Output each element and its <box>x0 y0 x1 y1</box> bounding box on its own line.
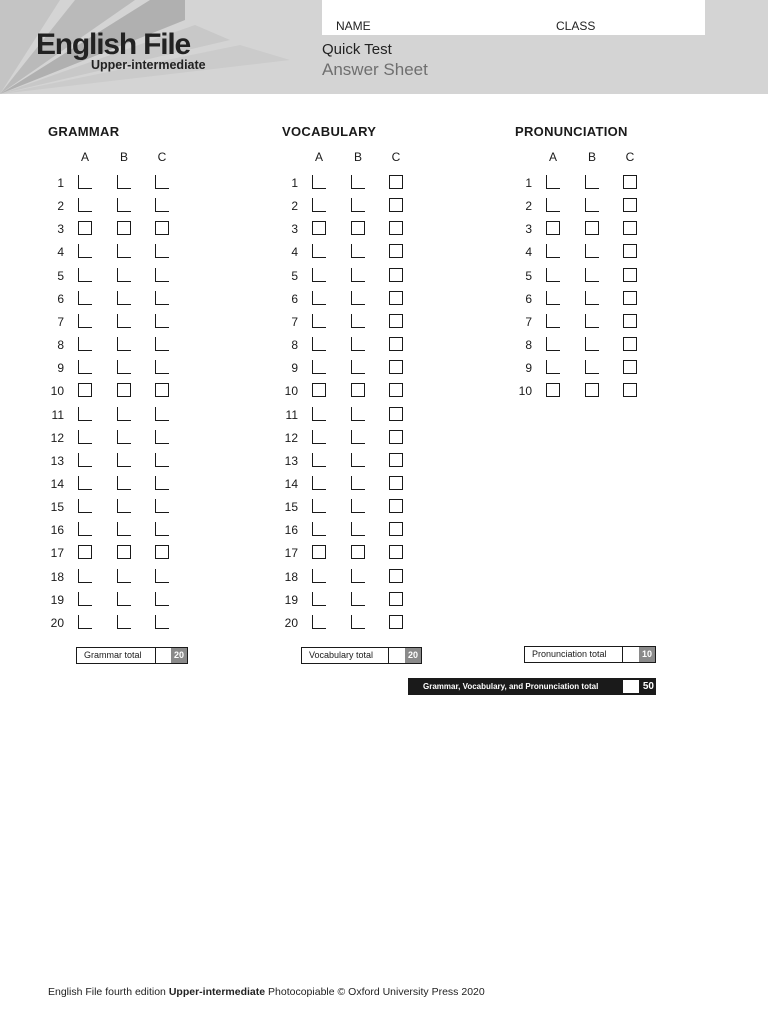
answer-checkbox-c[interactable] <box>623 383 637 397</box>
answer-checkbox-a[interactable] <box>78 268 92 282</box>
total-max: 20 <box>405 648 421 663</box>
question-row <box>508 267 648 287</box>
column-header-b: B <box>587 150 596 164</box>
question-number: 9 <box>291 361 298 376</box>
question-row <box>40 498 180 518</box>
answer-checkbox-c[interactable] <box>389 221 403 235</box>
question-row <box>40 267 180 287</box>
grand-total-max: 50 <box>642 681 654 692</box>
answer-checkbox-b[interactable] <box>585 337 599 351</box>
footer-prefix: English File fourth edition <box>48 986 166 998</box>
answer-checkbox-c[interactable] <box>623 291 637 305</box>
brand-subtitle: Upper-intermediate <box>91 58 206 72</box>
answer-checkbox-b[interactable] <box>117 314 131 328</box>
question-row <box>40 429 180 449</box>
answer-checkbox-a[interactable] <box>546 244 560 258</box>
answer-checkbox-c[interactable] <box>155 198 169 212</box>
question-row <box>508 382 648 402</box>
answer-checkbox-b[interactable] <box>351 476 365 490</box>
answer-checkbox-a[interactable] <box>78 615 92 629</box>
question-number: 19 <box>284 592 298 607</box>
answer-checkbox-b[interactable] <box>351 545 365 559</box>
question-number: 7 <box>291 314 298 329</box>
question-number: 19 <box>50 592 64 607</box>
question-number: 6 <box>57 291 64 306</box>
answer-checkbox-a[interactable] <box>312 615 326 629</box>
answer-checkbox-c[interactable] <box>389 615 403 629</box>
brand-title: English File <box>36 28 190 61</box>
question-row <box>40 614 180 634</box>
answer-checkbox-a[interactable] <box>546 221 560 235</box>
answer-checkbox-a[interactable] <box>312 383 326 397</box>
question-row <box>508 336 648 356</box>
answer-checkbox-b[interactable] <box>585 291 599 305</box>
answer-checkbox-a[interactable] <box>78 407 92 421</box>
question-number: 10 <box>284 384 298 399</box>
answer-checkbox-a[interactable] <box>78 244 92 258</box>
question-row <box>508 359 648 379</box>
answer-checkbox-c[interactable] <box>389 244 403 258</box>
total-score-field[interactable] <box>622 647 640 662</box>
question-row <box>508 290 648 310</box>
test-title: Quick Test <box>322 41 392 58</box>
answer-checkbox-b[interactable] <box>585 383 599 397</box>
answer-checkbox-c[interactable] <box>155 383 169 397</box>
answer-checkbox-c[interactable] <box>155 476 169 490</box>
answer-checkbox-a[interactable] <box>312 499 326 513</box>
question-number: 4 <box>525 245 532 260</box>
question-row <box>274 174 414 194</box>
answer-checkbox-b[interactable] <box>117 244 131 258</box>
answer-checkbox-a[interactable] <box>312 221 326 235</box>
answer-checkbox-a[interactable] <box>78 569 92 583</box>
question-number: 17 <box>50 546 64 561</box>
answer-checkbox-c[interactable] <box>389 569 403 583</box>
question-row <box>274 452 414 472</box>
answer-checkbox-b[interactable] <box>117 337 131 351</box>
answer-checkbox-a[interactable] <box>546 175 560 189</box>
name-class-box[interactable] <box>322 0 705 35</box>
footer-suffix: Photocopiable © Oxford University Press 2020 <box>268 986 485 998</box>
answer-checkbox-b[interactable] <box>585 198 599 212</box>
answer-checkbox-b[interactable] <box>351 268 365 282</box>
answer-checkbox-b[interactable] <box>351 337 365 351</box>
question-number: 15 <box>50 500 64 515</box>
answer-checkbox-b[interactable] <box>585 314 599 328</box>
question-row <box>274 336 414 356</box>
column-header-b: B <box>119 150 128 164</box>
section-title: GRAMMAR <box>48 124 120 139</box>
answer-checkbox-c[interactable] <box>155 314 169 328</box>
answer-checkbox-b[interactable] <box>117 499 131 513</box>
question-row <box>274 220 414 240</box>
answer-checkbox-a[interactable] <box>78 522 92 536</box>
question-number: 8 <box>525 338 532 353</box>
question-number: 7 <box>525 314 532 329</box>
answer-checkbox-a[interactable] <box>312 198 326 212</box>
question-number: 10 <box>50 384 64 399</box>
answer-checkbox-b[interactable] <box>117 545 131 559</box>
answer-checkbox-c[interactable] <box>155 175 169 189</box>
answer-checkbox-b[interactable] <box>117 615 131 629</box>
question-row <box>40 568 180 588</box>
question-number: 7 <box>57 314 64 329</box>
question-number: 2 <box>57 199 64 214</box>
answer-checkbox-a[interactable] <box>312 337 326 351</box>
question-number: 5 <box>291 268 298 283</box>
question-number: 6 <box>525 291 532 306</box>
answer-checkbox-b[interactable] <box>351 244 365 258</box>
answer-checkbox-a[interactable] <box>546 198 560 212</box>
answer-checkbox-b[interactable] <box>585 175 599 189</box>
answer-checkbox-a[interactable] <box>78 291 92 305</box>
total-score-field[interactable] <box>155 648 171 663</box>
question-number: 20 <box>284 615 298 630</box>
answer-checkbox-c[interactable] <box>623 175 637 189</box>
answer-checkbox-c[interactable] <box>155 453 169 467</box>
answer-checkbox-a[interactable] <box>78 221 92 235</box>
answer-checkbox-c[interactable] <box>389 522 403 536</box>
answer-checkbox-c[interactable] <box>389 198 403 212</box>
answer-checkbox-c[interactable] <box>389 383 403 397</box>
question-number: 8 <box>291 338 298 353</box>
answer-checkbox-c[interactable] <box>155 268 169 282</box>
answer-checkbox-b[interactable] <box>117 592 131 606</box>
answer-checkbox-b[interactable] <box>351 453 365 467</box>
question-row <box>40 544 180 564</box>
question-number: 4 <box>57 245 64 260</box>
question-number: 12 <box>284 430 298 445</box>
question-row <box>274 197 414 217</box>
answer-checkbox-b[interactable] <box>117 476 131 490</box>
question-number: 14 <box>284 476 298 491</box>
question-number: 5 <box>57 268 64 283</box>
answer-checkbox-a[interactable] <box>546 291 560 305</box>
total-label: Grammar total <box>84 650 142 660</box>
section-title: VOCABULARY <box>282 124 377 139</box>
answer-checkbox-c[interactable] <box>155 244 169 258</box>
question-number: 5 <box>525 268 532 283</box>
answer-checkbox-a[interactable] <box>78 476 92 490</box>
question-number: 3 <box>291 222 298 237</box>
answer-checkbox-c[interactable] <box>389 453 403 467</box>
question-number: 14 <box>50 476 64 491</box>
answer-checkbox-b[interactable] <box>351 221 365 235</box>
answer-checkbox-a[interactable] <box>78 383 92 397</box>
answer-checkbox-a[interactable] <box>78 453 92 467</box>
question-row <box>274 313 414 333</box>
answer-checkbox-a[interactable] <box>78 198 92 212</box>
column-header-a: A <box>314 150 323 164</box>
answer-checkbox-a[interactable] <box>312 268 326 282</box>
answer-checkbox-c[interactable] <box>389 314 403 328</box>
question-row <box>40 290 180 310</box>
question-row <box>508 243 648 263</box>
answer-checkbox-a[interactable] <box>546 337 560 351</box>
question-number: 11 <box>285 407 298 422</box>
question-number: 20 <box>50 615 64 630</box>
answer-checkbox-a[interactable] <box>312 430 326 444</box>
grand-total-box <box>408 678 656 695</box>
column-header-a: A <box>80 150 89 164</box>
question-row <box>274 406 414 426</box>
question-row <box>40 243 180 263</box>
question-row <box>508 174 648 194</box>
answer-checkbox-c[interactable] <box>389 175 403 189</box>
answer-checkbox-b[interactable] <box>351 314 365 328</box>
answer-checkbox-c[interactable] <box>155 569 169 583</box>
answer-checkbox-c[interactable] <box>389 499 403 513</box>
answer-checkbox-c[interactable] <box>389 476 403 490</box>
answer-checkbox-c[interactable] <box>389 545 403 559</box>
answer-checkbox-a[interactable] <box>312 291 326 305</box>
answer-checkbox-a[interactable] <box>78 545 92 559</box>
answer-checkbox-a[interactable] <box>78 499 92 513</box>
answer-checkbox-a[interactable] <box>78 337 92 351</box>
answer-checkbox-c[interactable] <box>389 337 403 351</box>
answer-checkbox-b[interactable] <box>351 499 365 513</box>
name-label: NAME <box>336 19 371 33</box>
answer-checkbox-c[interactable] <box>155 499 169 513</box>
grammar-total-box <box>76 647 188 664</box>
question-number: 11 <box>51 407 64 422</box>
answer-checkbox-b[interactable] <box>351 407 365 421</box>
answer-checkbox-b[interactable] <box>351 198 365 212</box>
answer-checkbox-b[interactable] <box>117 407 131 421</box>
answer-checkbox-a[interactable] <box>312 244 326 258</box>
question-row <box>40 406 180 426</box>
answer-checkbox-b[interactable] <box>117 175 131 189</box>
question-number: 1 <box>57 176 64 190</box>
question-row <box>274 521 414 541</box>
answer-checkbox-b[interactable] <box>585 360 599 374</box>
footer-level: Upper-intermediate <box>168 986 266 998</box>
grand-total-score-field[interactable] <box>623 680 639 693</box>
question-number: 10 <box>518 384 532 399</box>
section-title: PRONUNCIATION <box>515 124 628 139</box>
answer-checkbox-b[interactable] <box>351 615 365 629</box>
answer-checkbox-a[interactable] <box>312 453 326 467</box>
answer-checkbox-a[interactable] <box>312 360 326 374</box>
total-max: 20 <box>171 648 187 663</box>
answer-checkbox-a[interactable] <box>78 430 92 444</box>
answer-checkbox-b[interactable] <box>351 430 365 444</box>
answer-checkbox-c[interactable] <box>389 430 403 444</box>
answer-checkbox-c[interactable] <box>155 430 169 444</box>
question-row <box>508 313 648 333</box>
answer-checkbox-c[interactable] <box>155 545 169 559</box>
question-row <box>508 220 648 240</box>
column-header-a: A <box>548 150 557 164</box>
answer-checkbox-b[interactable] <box>117 198 131 212</box>
question-number: 4 <box>291 245 298 260</box>
question-number: 9 <box>57 361 64 376</box>
answer-checkbox-b[interactable] <box>117 569 131 583</box>
answer-checkbox-c[interactable] <box>623 244 637 258</box>
answer-checkbox-a[interactable] <box>78 360 92 374</box>
total-score-field[interactable] <box>388 648 406 663</box>
answer-checkbox-c[interactable] <box>389 291 403 305</box>
question-row <box>40 452 180 472</box>
answer-checkbox-a[interactable] <box>78 314 92 328</box>
answer-checkbox-b[interactable] <box>117 221 131 235</box>
question-number: 17 <box>284 546 298 561</box>
question-number: 1 <box>291 176 298 190</box>
answer-checkbox-c[interactable] <box>155 360 169 374</box>
question-row <box>40 174 180 194</box>
question-number: 18 <box>284 569 298 584</box>
question-number: 18 <box>50 569 64 584</box>
answer-checkbox-a[interactable] <box>312 592 326 606</box>
answer-checkbox-b[interactable] <box>117 291 131 305</box>
question-row <box>274 614 414 634</box>
answer-checkbox-a[interactable] <box>78 592 92 606</box>
question-row <box>274 429 414 449</box>
answer-checkbox-a[interactable] <box>312 175 326 189</box>
answer-checkbox-b[interactable] <box>351 383 365 397</box>
question-number: 2 <box>525 199 532 214</box>
question-row <box>508 197 648 217</box>
answer-checkbox-c[interactable] <box>389 268 403 282</box>
question-row <box>274 267 414 287</box>
pronunciation-total-box <box>524 646 656 663</box>
answer-checkbox-a[interactable] <box>312 407 326 421</box>
answer-checkbox-c[interactable] <box>155 407 169 421</box>
answer-checkbox-b[interactable] <box>117 383 131 397</box>
answer-checkbox-c[interactable] <box>623 337 637 351</box>
answer-checkbox-c[interactable] <box>389 407 403 421</box>
answer-checkbox-a[interactable] <box>78 175 92 189</box>
total-label: Vocabulary total <box>309 650 374 660</box>
answer-checkbox-c[interactable] <box>155 615 169 629</box>
answer-checkbox-a[interactable] <box>546 314 560 328</box>
question-row <box>40 382 180 402</box>
question-number: 3 <box>525 222 532 237</box>
question-number: 8 <box>57 338 64 353</box>
question-row <box>40 336 180 356</box>
answer-checkbox-a[interactable] <box>546 268 560 282</box>
question-row <box>274 475 414 495</box>
question-row <box>40 220 180 240</box>
sheet-title: Answer Sheet <box>322 60 428 79</box>
column-header-c: C <box>625 150 635 164</box>
answer-checkbox-a[interactable] <box>312 569 326 583</box>
question-number: 9 <box>525 361 532 376</box>
answer-checkbox-b[interactable] <box>117 430 131 444</box>
answer-checkbox-c[interactable] <box>623 360 637 374</box>
answer-checkbox-c[interactable] <box>155 221 169 235</box>
question-row <box>274 359 414 379</box>
answer-checkbox-b[interactable] <box>117 360 131 374</box>
answer-checkbox-c[interactable] <box>155 291 169 305</box>
question-number: 2 <box>291 199 298 214</box>
answer-checkbox-a[interactable] <box>312 314 326 328</box>
question-row <box>274 591 414 611</box>
column-header-c: C <box>157 150 167 164</box>
question-row <box>274 498 414 518</box>
header-band <box>0 0 768 94</box>
question-number: 13 <box>284 453 298 468</box>
column-header-b: B <box>353 150 362 164</box>
question-row <box>40 591 180 611</box>
total-label: Pronunciation total <box>532 649 607 659</box>
answer-checkbox-c[interactable] <box>389 592 403 606</box>
answer-checkbox-b[interactable] <box>351 360 365 374</box>
question-number: 15 <box>284 500 298 515</box>
answer-checkbox-b[interactable] <box>351 592 365 606</box>
answer-checkbox-b[interactable] <box>117 453 131 467</box>
answer-checkbox-c[interactable] <box>155 592 169 606</box>
question-number: 13 <box>50 453 64 468</box>
question-row <box>40 475 180 495</box>
answer-checkbox-b[interactable] <box>351 291 365 305</box>
question-row <box>274 290 414 310</box>
question-row <box>40 359 180 379</box>
question-number: 16 <box>50 523 64 538</box>
question-number: 12 <box>50 430 64 445</box>
answer-checkbox-b[interactable] <box>585 244 599 258</box>
answer-checkbox-b[interactable] <box>585 268 599 282</box>
answer-checkbox-c[interactable] <box>155 522 169 536</box>
question-number: 6 <box>291 291 298 306</box>
answer-checkbox-b[interactable] <box>351 569 365 583</box>
answer-checkbox-b[interactable] <box>117 522 131 536</box>
answer-checkbox-c[interactable] <box>155 337 169 351</box>
question-number: 3 <box>57 222 64 237</box>
answer-checkbox-b[interactable] <box>351 175 365 189</box>
class-label: CLASS <box>556 19 596 33</box>
answer-checkbox-a[interactable] <box>546 383 560 397</box>
answer-checkbox-a[interactable] <box>312 522 326 536</box>
answer-checkbox-a[interactable] <box>546 360 560 374</box>
vocabulary-total-box <box>301 647 422 664</box>
question-number: 1 <box>525 176 532 190</box>
question-row <box>40 521 180 541</box>
answer-checkbox-c[interactable] <box>389 360 403 374</box>
question-row <box>274 382 414 402</box>
question-row <box>40 197 180 217</box>
total-max: 10 <box>639 647 655 662</box>
footer <box>48 986 485 998</box>
question-row <box>274 568 414 588</box>
answer-checkbox-b[interactable] <box>117 268 131 282</box>
answer-checkbox-a[interactable] <box>312 476 326 490</box>
column-header-c: C <box>391 150 401 164</box>
question-row <box>274 544 414 564</box>
answer-checkbox-c[interactable] <box>623 221 637 235</box>
grand-total-label: Grammar, Vocabulary, and Pronunciation total <box>423 682 599 691</box>
answer-checkbox-b[interactable] <box>351 522 365 536</box>
question-row <box>40 313 180 333</box>
question-number: 16 <box>284 523 298 538</box>
question-row <box>274 243 414 263</box>
answer-checkbox-c[interactable] <box>623 198 637 212</box>
answer-checkbox-a[interactable] <box>312 545 326 559</box>
answer-checkbox-c[interactable] <box>623 314 637 328</box>
answer-checkbox-b[interactable] <box>585 221 599 235</box>
answer-checkbox-c[interactable] <box>623 268 637 282</box>
